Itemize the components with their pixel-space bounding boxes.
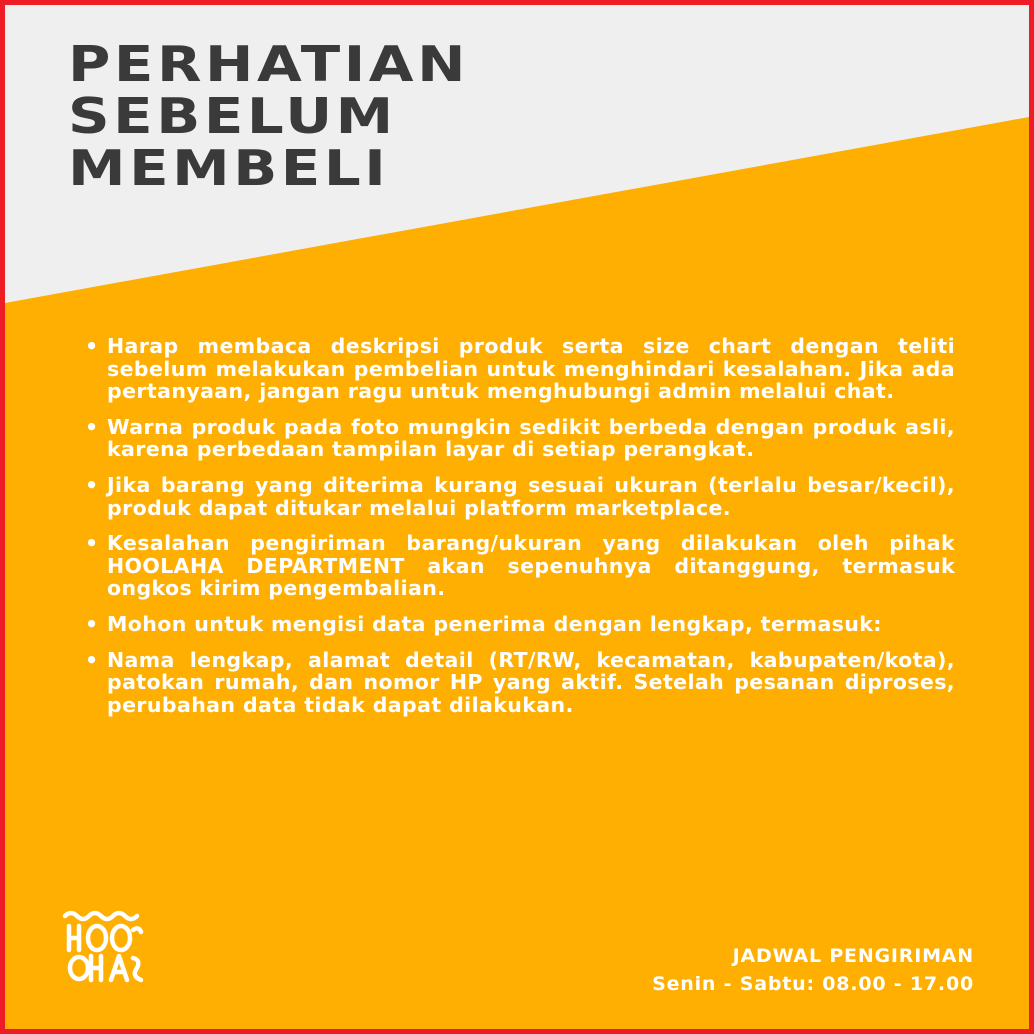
note-text: Nama lengkap, alamat detail (RT/RW, kecamatan, kabupaten/kota), patokan rumah, dan nomor HP yang aktif. Setelah pesanan diproses, perubahan data tidak dapat dilakukan. (107, 647, 955, 717)
notes-list (85, 335, 955, 729)
bullet-icon: • (85, 472, 99, 497)
note-item (85, 613, 955, 636)
bullet-icon: • (85, 647, 99, 672)
schedule-heading: JADWAL PENGIRIMAN (732, 945, 974, 967)
note-item (85, 649, 955, 717)
shipping-schedule (652, 942, 974, 998)
note-text: Harap membaca deskripsi produk serta size chart dengan teliti sebelum melakukan pembelian untuk menghindari kesalahan. Jika ada pertanyaan, jangan ragu untuk menghubungi admin melalui chat. (107, 334, 955, 404)
note-text: Mohon untuk mengisi data penerima dengan lengkap, termasuk: (107, 611, 882, 636)
hoolaha-logo-icon (59, 908, 145, 988)
note-item (85, 335, 955, 403)
bullet-icon: • (85, 334, 99, 358)
schedule-hours: Senin - Sabtu: 08.00 - 17.00 (652, 973, 974, 995)
bullet-icon: • (85, 611, 99, 636)
note-item (85, 416, 955, 461)
note-item (85, 474, 955, 519)
page-title: PERHATIAN SEBELUM MEMBELI (68, 36, 470, 197)
note-text: Warna produk pada foto mungkin sedikit berbeda dengan produk asli, karena perbedaan tampilan layar di setiap perangkat. (107, 414, 955, 462)
note-text: Kesalahan pengiriman barang/ukuran yang dilakukan oleh pihak HOOLAHA DEPARTMENT akan sepenuhnya ditanggung, termasuk ongkos kirim pengembalian. (107, 531, 955, 601)
bullet-icon: • (85, 531, 99, 556)
bullet-icon: • (85, 414, 99, 439)
note-item (85, 532, 955, 600)
note-text: Jika barang yang diterima kurang sesuai ukuran (terlalu besar/kecil), produk dapat ditukar melalui platform marketplace. (107, 472, 955, 520)
